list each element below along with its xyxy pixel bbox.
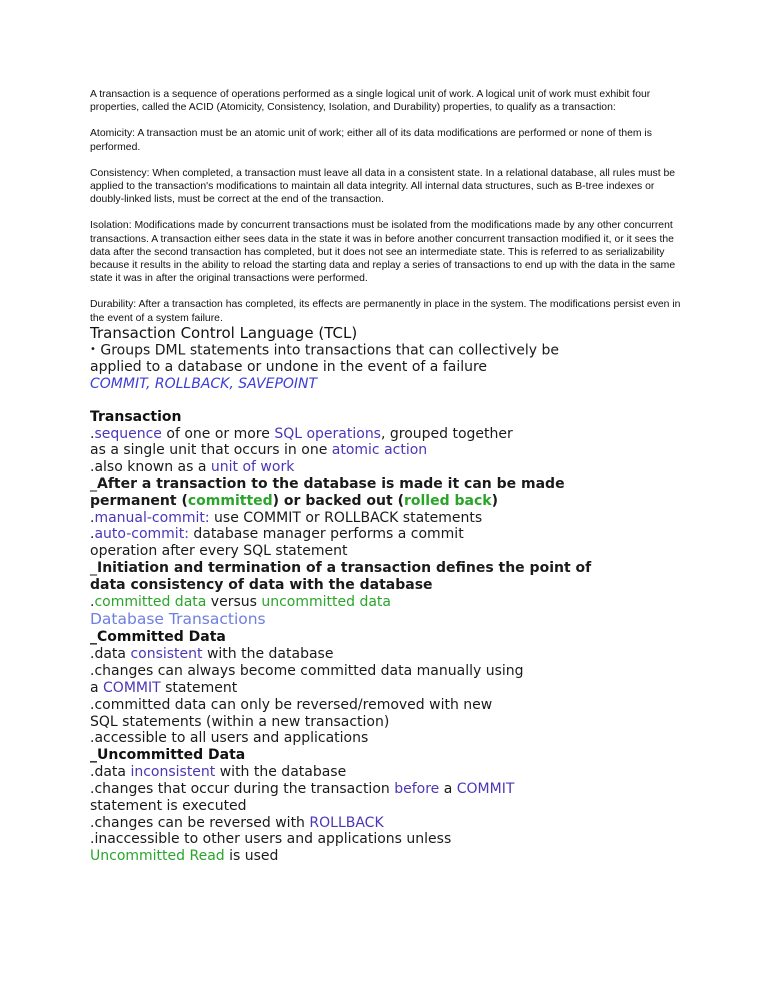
- document-page: [90, 88, 690, 865]
- marker-icon: _: [90, 629, 97, 646]
- uncommitted-line-6: Uncommitted Read is used: [90, 848, 279, 865]
- transaction-line-2: as a single unit that occurs in one atomic action: [90, 442, 428, 459]
- initiation-line-2: data consistency of data with the database: [90, 576, 433, 593]
- uncommitted-line-1: .data inconsistent with the database: [90, 764, 347, 781]
- uncommitted-line-5: .inaccessible to other users and applications unless: [90, 831, 452, 848]
- atomicity-paragraph: Atomicity: A transaction must be an atomic unit of work; either all of its data modifications are performed or none of them is performed.: [90, 128, 652, 153]
- committed-line-2: .changes can always become committed data manually using: [90, 663, 524, 680]
- marker-icon: _: [90, 476, 97, 493]
- committed-line-1: .data consistent with the database: [90, 646, 334, 663]
- marker-icon: _: [90, 747, 97, 764]
- auto-commit-line: .auto-commit: database manager performs a commit: [90, 526, 464, 543]
- tcl-line-1: • Groups DML statements into transactions that can collectively be: [90, 342, 559, 359]
- consistency-paragraph: Consistency: When completed, a transaction must leave all data in a consistent state. In a relational database, all rules must be applied to the transaction's modifications to maintain all data integrity. All internal data structures, such as B-tree indexes or doubly-linked lists, must be correct at the end of the transaction.: [90, 167, 676, 206]
- committed-line-5: SQL statements (within a new transaction): [90, 713, 390, 730]
- bullet-icon: •: [90, 343, 96, 355]
- tcl-heading: Transaction Control Language (TCL): [90, 323, 358, 342]
- transaction-bold-line-2: permanent (committed) or backed out (rolled back): [90, 492, 498, 509]
- committed-line-6: .accessible to all users and applications: [90, 730, 369, 747]
- committed-line-3: a COMMIT statement: [90, 680, 238, 696]
- tcl-commands: COMMIT, ROLLBACK, SAVEPOINT: [90, 375, 318, 392]
- durability-paragraph: Durability: After a transaction has completed, its effects are permanently in place in the system. The modifications persist even in the event of a system failure.: [90, 299, 681, 324]
- isolation-paragraph: Isolation: Modifications made by concurrent transactions must be isolated from the modifications made by any other concurrent transactions. A transaction either sees data in the state it was in before another concurrent transaction modified it, or it sees the data after the second transaction has completed, but it does not see an intermediate state. This is referred to as serializability because it results in the ability to reload the starting data and replay a series of transactions to end up with the data in the same state it was in after the original transactions were performed.: [90, 220, 676, 285]
- initiation-line-1: _Initiation and termination of a transaction defines the point of: [90, 560, 592, 577]
- transaction-line-1: .sequence of one or more SQL operations, grouped together: [90, 425, 513, 442]
- spacer: [90, 393, 690, 409]
- database-transactions-title: Database Transactions: [90, 610, 266, 629]
- transaction-heading: Transaction: [90, 408, 182, 425]
- committed-vs-uncommitted-line: .committed data versus uncommitted data: [90, 593, 391, 610]
- uncommitted-line-4: .changes can be reversed with ROLLBACK: [90, 814, 384, 831]
- marker-icon: _: [90, 560, 97, 577]
- uncommitted-data-heading: _Uncommitted Data: [90, 747, 246, 764]
- transaction-bold-line-1: _After a transaction to the database is made it can be made: [90, 476, 565, 493]
- auto-commit-line-2: operation after every SQL statement: [90, 543, 348, 560]
- committed-data-heading: _Committed Data: [90, 629, 226, 646]
- committed-line-4: .committed data can only be reversed/removed with new: [90, 696, 493, 713]
- tcl-line-2: applied to a database or undone in the event of a failure: [90, 359, 488, 376]
- transaction-line-3: .also known as a unit of work: [90, 459, 295, 476]
- manual-commit-line: .manual-commit: use COMMIT or ROLLBACK statements: [90, 509, 483, 526]
- intro-paragraph: A transaction is a sequence of operations performed as a single logical unit of work. A logical unit of work must exhibit four properties, called the ACID (Atomicity, Consistency, Isolation, and Durability) properties, to qualify as a transaction:: [90, 89, 651, 114]
- uncommitted-line-2: .changes that occur during the transaction before a COMMIT: [90, 780, 515, 797]
- uncommitted-line-3: statement is executed: [90, 797, 247, 814]
